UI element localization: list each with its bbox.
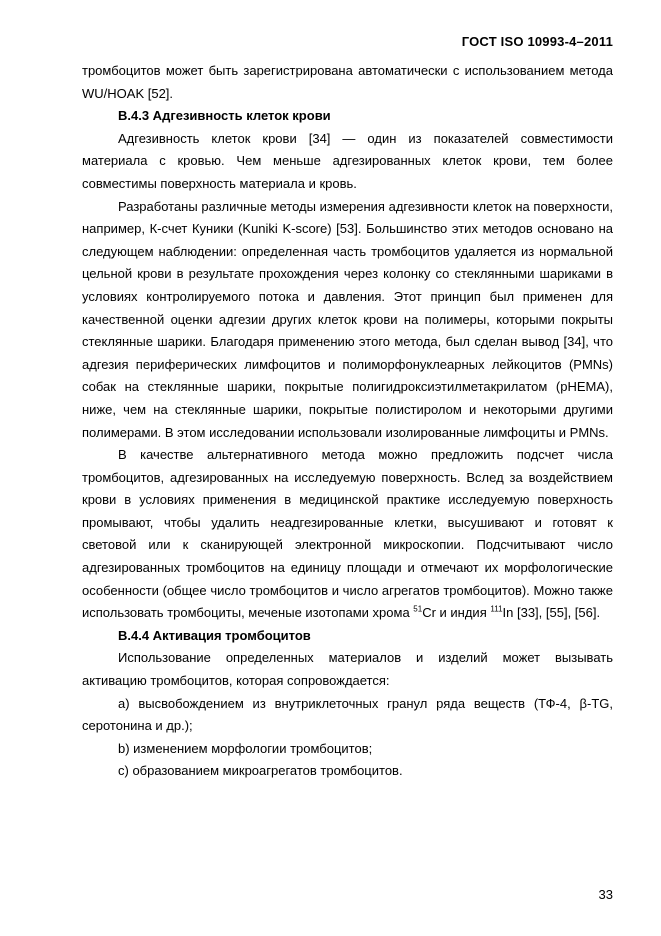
standard-header: ГОСТ ISO 10993-4–2011 <box>461 34 613 49</box>
list-item-b: b) изменением морфологии тромбоцитов; <box>118 740 373 756</box>
paragraph-b43-3 <box>82 444 613 625</box>
chromium-isotope-superscript: 51 <box>413 604 423 614</box>
section-heading-b44: В.4.4 Активация тромбоцитов <box>118 627 311 643</box>
list-item-c: c) образованием микроагрегатов тромбоцитов. <box>118 763 403 779</box>
paragraph-b43-3-text-1: В качестве альтернативного метода можно предложить подсчет числа тромбоцитов, адгезированных на исследуемую поверхность. Вслед за воздействием крови в условиях применения в медицинской практике исследуемую поверхность промывают, чтобы удалить неадгезированные клетки, высушивают и готовят к световой или к сканирующей электронной микроскопии. Подсчитывают число адгезированных тромбоцитов на единицу площади и отмечают их морфологические особенности (общее число тромбоцитов и число агрегатов тромбоцитов). Можно также использовать тромбоциты, меченые изотопами хрома <box>82 447 613 621</box>
page-number: 33 <box>598 887 613 902</box>
intro-paragraph: тромбоцитов может быть зарегистрирована автоматически с использованием метода WU/HOAK [52]. <box>82 63 613 101</box>
paragraph-b43-2: Разработаны различные методы измерения адгезивности клеток на поверхности, например, К-счет Куники (Kuniki K-score) [53]. Большинство этих методов основано на следующем наблюдении: определенная часть тромбоцитов удаляется из нормальной цельной крови в результате прохождения через колонку со стеклянными шариками в условиях контролируемого потока и давления. Этот принцип был применен для качественной оценки адгезии других клеток крови на полимеры, которыми покрыты стеклянные шарики. Благодаря применению этого метода, был сделан вывод [34], что адгезия периферических лимфоцитов и полиморфонуклеарных лейкоцитов (PMNs) собак на стеклянные шарики, покрытые полигидроксиэтилметакрилатом (pHEMA), ниже, чем на стеклянные шарики, покрытые полистиролом и некоторыми другими полимерами. В этом исследовании использовали изолированные лимфоциты и PMNs. <box>82 198 613 440</box>
paragraph-b43-1: Адгезивность клеток крови [34] — один из показателей совместимости материала с кровью. Чем меньше адгезированных клеток крови, тем более совместимы поверхность материала и кровь. <box>82 130 613 191</box>
paragraph-b44-1: Использование определенных материалов и изделий может вызывать активацию тромбоцитов, которая сопровождается: <box>82 650 613 689</box>
indium-isotope-superscript: 111 <box>490 604 503 614</box>
paragraph-b43-3-text-2: Cr и индия <box>422 605 491 621</box>
section-heading-b43: В.4.3 Адгезивность клеток крови <box>118 108 331 124</box>
list-item-a: а) высвобождением из внутриклеточных гранул ряда веществ (ТФ-4, β-TG, серотонина и др.); <box>82 695 613 734</box>
page-content <box>82 60 613 783</box>
paragraph-b43-3-text-3: In [33], [55], [56]. <box>502 605 601 621</box>
